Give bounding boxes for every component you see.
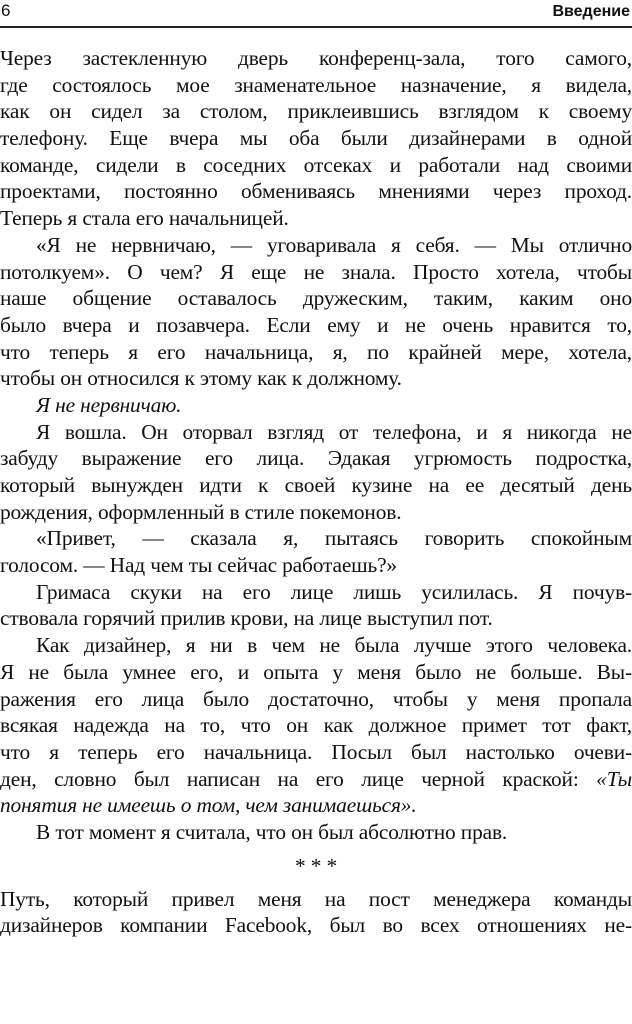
text-line: что я теперь его начальница. Посыл был настолько очеви- xyxy=(0,739,632,764)
text-line: Как дизайнер, я ни в чем не была лучше этого человека. xyxy=(36,633,632,658)
text-line: было вчера и позавчера. Если ему и не очень нравится то, xyxy=(0,312,632,337)
text-line: забуду выражение его лица. Эдакая угрюмость подростка, xyxy=(0,446,632,471)
text-line: чтобы он относился к этому как к должному. xyxy=(0,366,402,391)
text-line: голосом. — Над чем ты сейчас работаешь?» xyxy=(0,553,397,578)
text-line: ражения его лица было достаточно, чтобы у меня пропала xyxy=(0,686,632,711)
section-separator: * * * xyxy=(294,853,338,878)
text-line: как он сидел за столом, приклеившись взглядом к своему xyxy=(0,99,632,124)
text-line: Я вошла. Он оторвал взгляд от телефона, и я никогда не xyxy=(36,419,632,444)
text-line: всякая надежда на то, что он как должное примет тот факт, xyxy=(0,713,632,738)
italic-quote-start: «Ты xyxy=(596,766,632,791)
text-line: В тот момент я считала, что он был абсолютно прав. xyxy=(36,819,508,844)
text-line: Я не была умнее его, и опыта у меня было не больше. Вы- xyxy=(0,659,632,684)
text-line: Путь, который привел меня на пост менеджера команды xyxy=(0,886,632,911)
text-line: проектами, постоянно обмениваясь мнениями через проход. xyxy=(0,179,632,204)
text-line: ствовала горячий прилив крови, на лице выступил пот. xyxy=(0,606,493,631)
text-line: Теперь я стала его начальницей. xyxy=(0,206,289,231)
text-line: где состоялось мое знаменательное назначение, я видела, xyxy=(0,72,632,97)
page-number: 6 xyxy=(1,1,11,20)
page-header xyxy=(0,0,632,28)
text-line: Гримаса скуки на его лице лишь усилилась. Я почув- xyxy=(36,579,632,604)
text-line: дизайнеров компании Facebook, был во всех отношениях не- xyxy=(0,913,632,938)
text-line: «Я не нервничаю, — уговаривала я себя. — Мы отлично xyxy=(36,232,632,257)
text-line: команде, сидели в соседних отсеках и работали над своими xyxy=(0,152,632,177)
body-text xyxy=(0,45,632,939)
text-line: рождения, оформленный в стиле покемонов. xyxy=(0,499,402,524)
text-line-with-quote xyxy=(0,766,632,793)
text-line: потолкуем». О чем? Я еще не знала. Просто хотела, чтобы xyxy=(0,259,632,284)
text-line: что теперь я его начальница, я, по крайней мере, хотела, xyxy=(0,339,632,364)
text-line: телефону. Еще вчера мы оба были дизайнерами в одной xyxy=(0,126,632,151)
text-line: Через застекленную дверь конференц-зала, того самого, xyxy=(0,46,632,70)
text-line: «Привет, — сказала я, пытаясь говорить спокойным xyxy=(36,526,632,551)
running-head-title: Введение xyxy=(552,3,630,20)
text-line-part: ден, словно был написан на его лице черной краской: xyxy=(0,766,579,791)
text-line: наше общение оставалось дружеским, таким, каким оно xyxy=(0,286,632,311)
italic-thought-line: Я не нервничаю. xyxy=(36,392,182,417)
text-line: который вынужден идти к своей кузине на ее десятый день xyxy=(0,473,632,497)
italic-quote-end: понятия не имеешь о том, чем занимаешься». xyxy=(0,793,417,818)
